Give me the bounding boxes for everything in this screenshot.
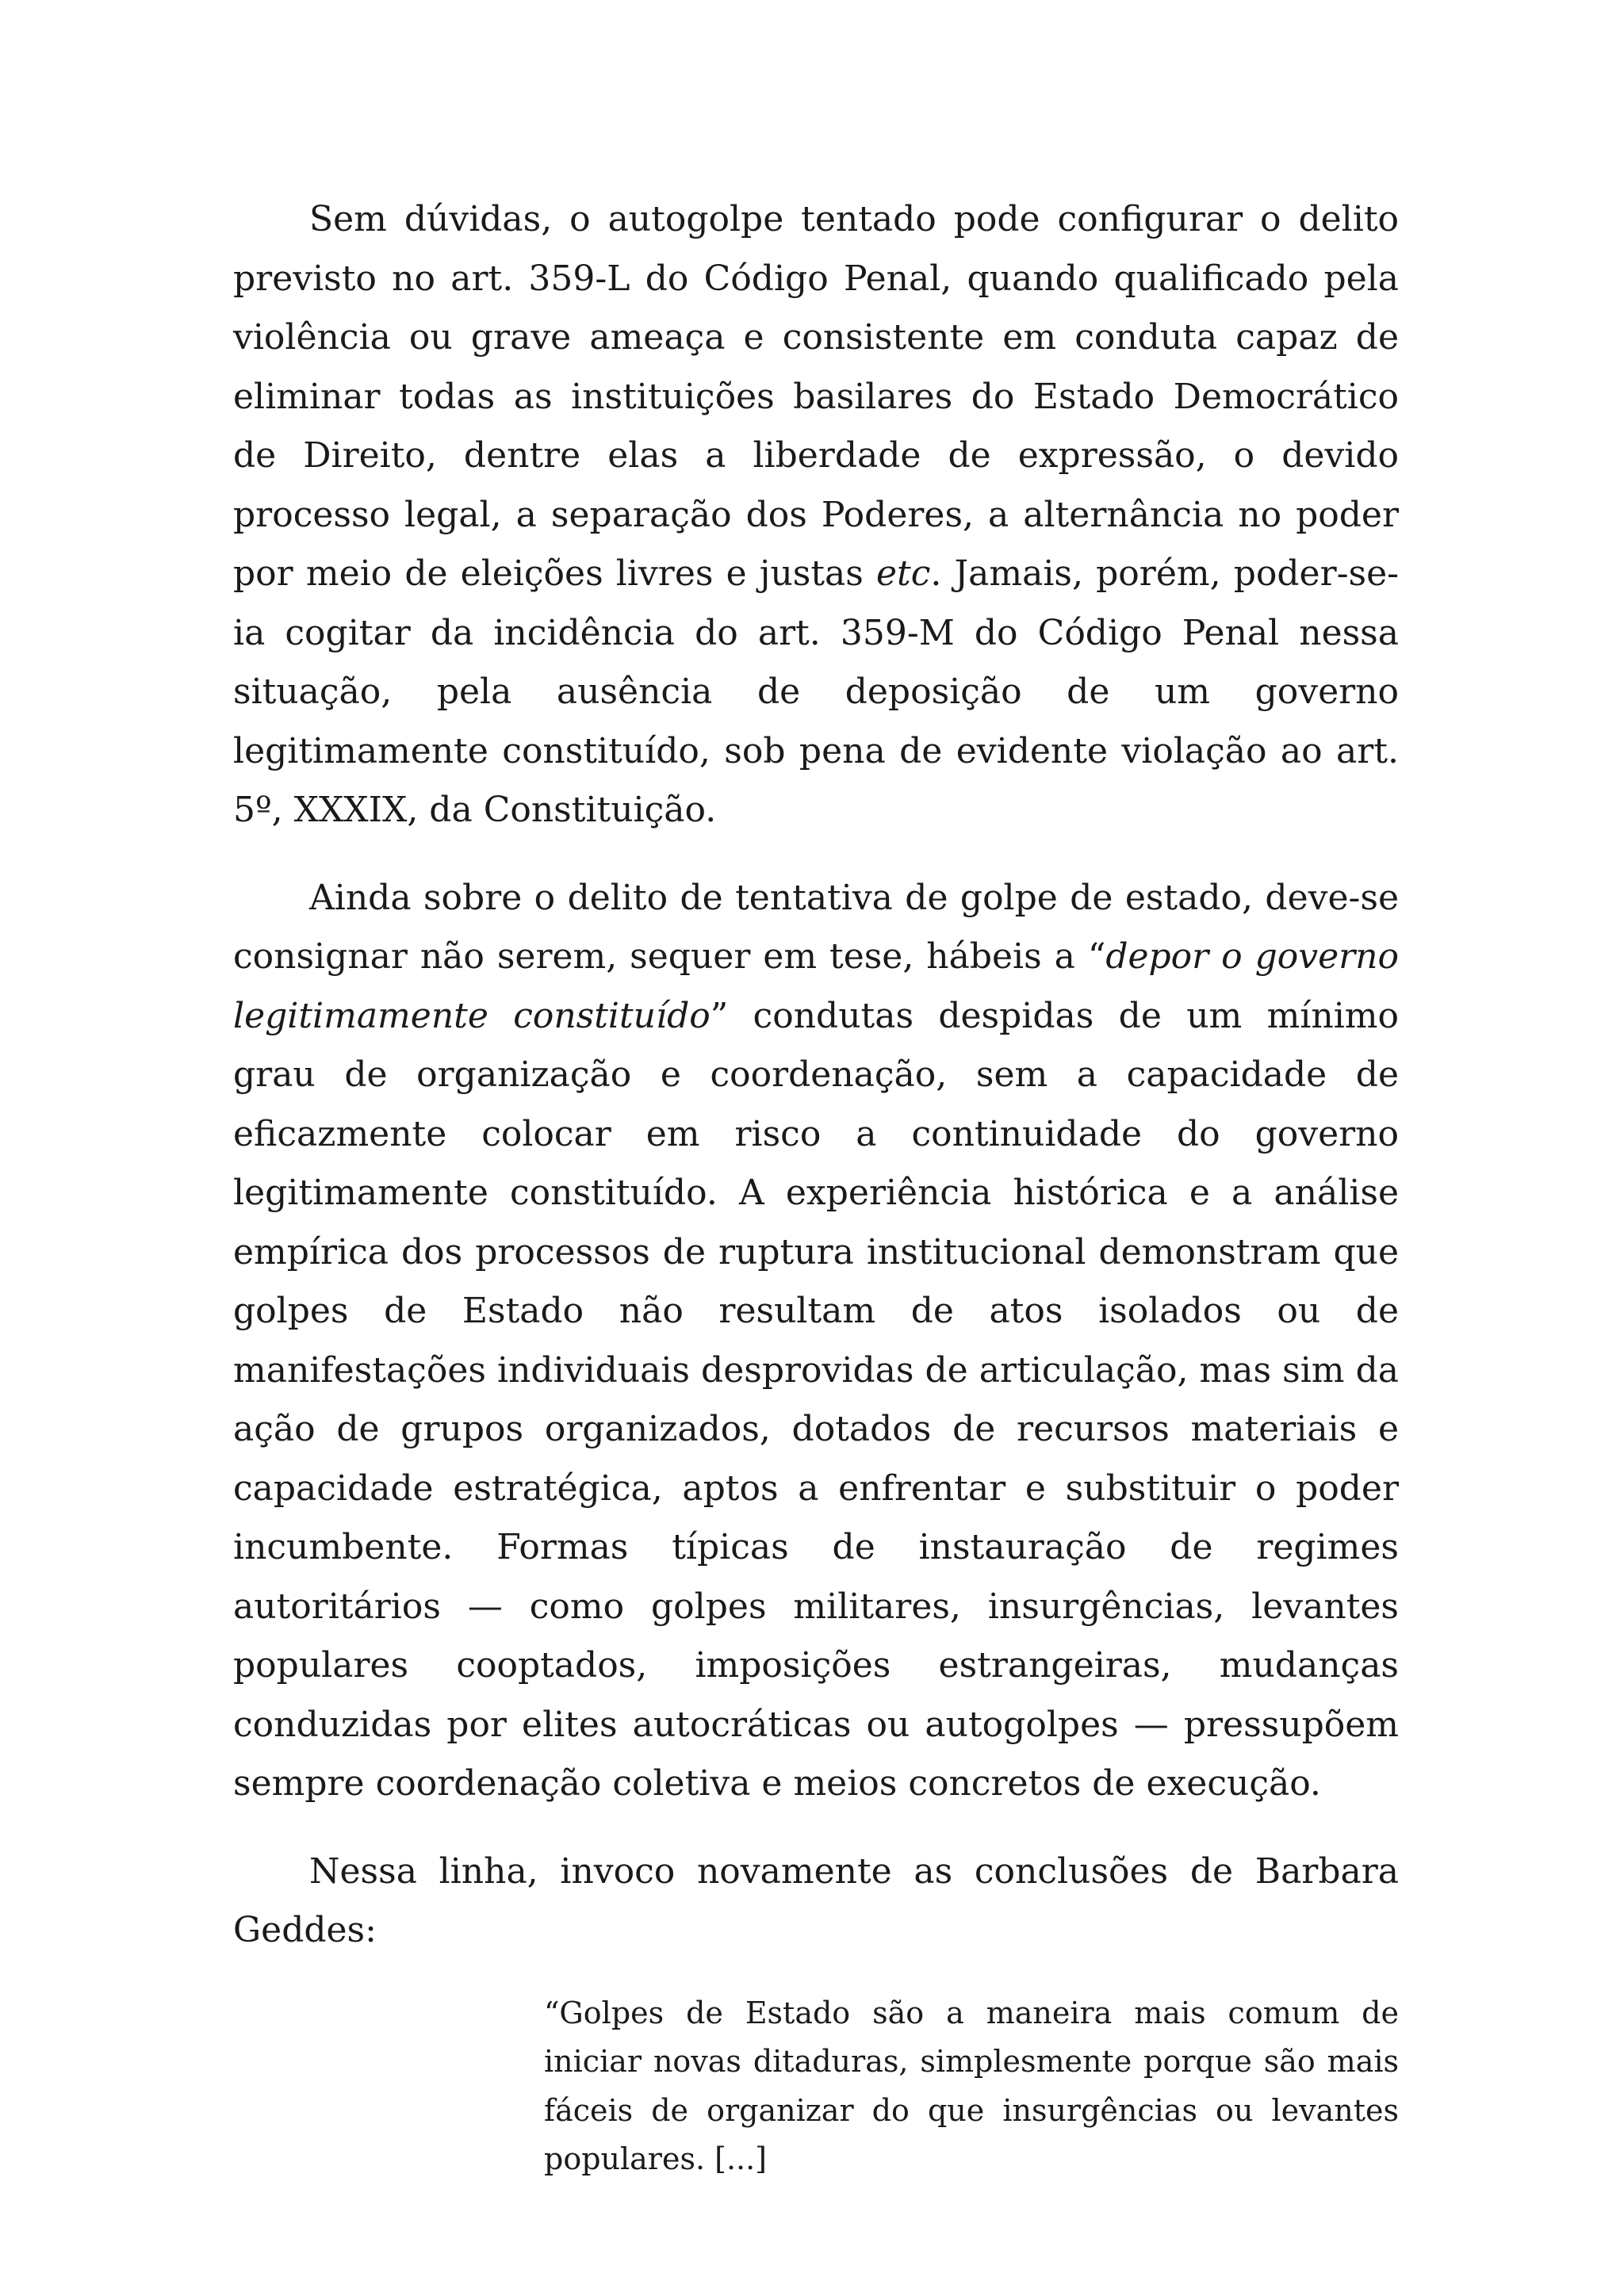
paragraph-2-text-b: ” condutas despidas de um mínimo grau de organização e coordenação, sem a capacidade de eficazmente colocar em risco a continuidade do governo legitimamente constituído. A experiência histórica e a análise empírica dos processos de ruptura institucional demonstram que golpes de Estado não resultam de atos isolados ou de manifestações individuais desprovidas de articulação, mas sim da ação de grupos organizados, dotados de recursos materiais e capacidade estratégica, aptos a enfrentar e substituir o poder incumbente. Formas típicas de instauração de regimes autoritários — como golpes militares, insurgências, levantes populares cooptados, imposições estrangeiras, mudanças conduzidas por elites autocráticas ou autogolpes — pressupõem sempre coordenação coletiva e meios concretos de execução. xyxy=(233,995,1399,1804)
paragraph-1-text-b: . Jamais, porém, poder-se-ia cogitar da incidência do art. 359-M do Código Penal nessa situação, pela ausência de deposição de um governo legitimamente constituído, sob pena de evidente violação ao art. 5º, XXXIX, da Constituição. xyxy=(233,553,1399,830)
paragraph-2-italic-quote: depor o governo legitimamente constituído xyxy=(233,936,1399,1036)
paragraph-3: Nessa linha, invoco novamente as conclusões de Barbara Geddes: xyxy=(233,1850,1399,1950)
paragraph-2-text-a: Ainda sobre o delito de tentativa de golpe de estado, deve-se consignar não serem, sequer em tese, hábeis a “ xyxy=(233,877,1399,977)
document-body xyxy=(233,190,1399,2184)
block-quote: “Golpes de Estado são a maneira mais comum de iniciar novas ditaduras, simplesmente porque são mais fáceis de organizar do que insurgências ou levantes populares. [...] xyxy=(544,1995,1399,2176)
paragraph-1 xyxy=(233,190,1399,840)
paragraph-1-italic-etc: etc xyxy=(876,553,931,594)
paragraph-1-text-a: Sem dúvidas, o autogolpe tentado pode configurar o delito previsto no art. 359-L do Código Penal, quando qualificado pela violência ou grave ameaça e consistente em conduta capaz de eliminar todas as instituições basilares do Estado Democrático de Direito, dentre elas a liberdade de expressão, o devido processo legal, a separação dos Poderes, a alternância no poder por meio de eleições livres e justas xyxy=(233,199,1399,594)
paragraph-2 xyxy=(233,869,1399,1814)
